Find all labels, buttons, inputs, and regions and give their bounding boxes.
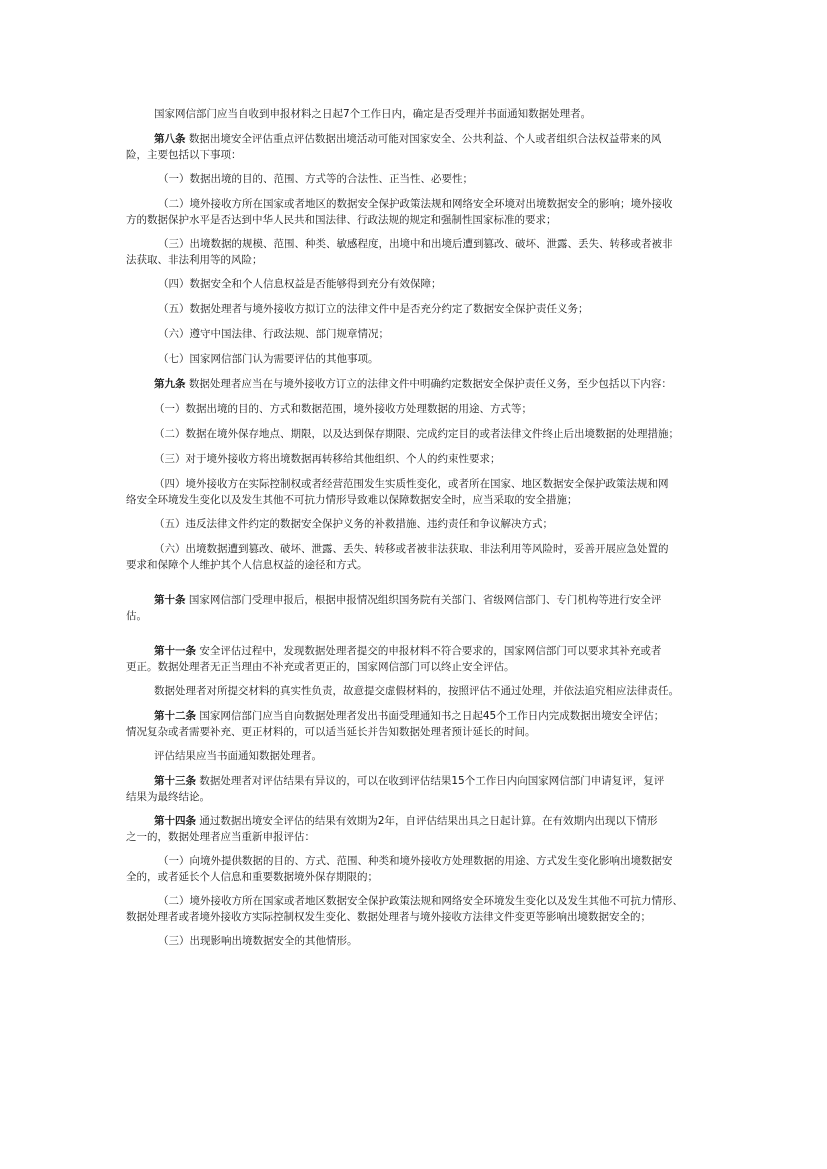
text-line [126,196,702,212]
text-line [126,451,702,467]
paragraph [126,301,702,317]
article-number: 第十四条 [154,815,196,827]
paragraph [126,236,702,268]
text-line [126,853,702,869]
paragraph [126,171,702,187]
text-line [126,401,702,417]
text-line [126,933,702,949]
line-text: （四）数据安全和个人信息权益是否能够得到充分有效保障； [158,278,442,290]
line-text: 通过数据出境安全评估的结果有效期为2年，自评估结果出具之日起计算。在有效期内出现以下情形 [196,815,658,827]
line-text: （一）向境外提供数据的目的、方式、范围、种类和境外接收方处理数据的用途、方式发生变化影响出境数据安 [158,855,673,867]
line-text: （一）数据出境的目的、范围、方式等的合法性、正当性、必要性； [158,173,473,185]
text-line [126,773,702,789]
text-line [126,276,702,292]
text-line [126,683,702,699]
article-number: 第九条 [154,378,186,390]
article-number: 第十条 [154,594,186,606]
paragraph [126,401,702,417]
article-paragraph [126,131,702,163]
paragraph [126,516,702,532]
article-paragraph [126,773,702,805]
text-line [126,643,702,659]
document-body [126,106,702,958]
text-line [126,789,702,805]
line-text: 国家网信部门应当自收到申报材料之日起7个工作日内，确定是否受理并书面通知数据处理者。 [154,108,592,120]
article-number: 第十三条 [154,775,196,787]
article-paragraph [126,708,702,740]
text-line [126,171,702,187]
line-text: 络安全环境发生变化以及发生其他不可抗力情形导致难以保障数据安全时，应当采取的安全措施； [126,494,578,506]
text-line [126,236,702,252]
text-line [126,301,702,317]
line-text: 数据处理者对评估结果有异议的，可以在收到评估结果15个工作日内向国家网信部门申请复评，复评 [196,775,665,787]
text-line [126,592,702,608]
line-text: （七）国家网信部门认为需要评估的其他事项。 [158,353,379,365]
paragraph [126,476,702,508]
line-text: 结果为最终结论。 [126,791,210,803]
paragraph [126,748,702,764]
text-line [126,147,702,163]
line-text: 国家网信部门应当自向数据处理者发出书面受理通知书之日起45个工作日内完成数据出境安全评估； [196,710,665,722]
text-line [126,869,702,885]
text-line [126,724,702,740]
paragraph [126,326,702,342]
line-text: （三）对于境外接收方将出境数据再转移给其他组织、个人的约束性要求； [154,453,501,465]
line-text: （六）遵守中国法律、行政法规、部门规章情况； [158,328,389,340]
paragraph [126,853,702,885]
text-line [126,557,702,573]
paragraph [126,933,702,949]
line-text: 安全评估过程中，发现数据处理者提交的申报材料不符合要求的，国家网信部门可以要求其补充或者 [196,645,662,657]
article-paragraph [126,376,702,392]
line-text: （五）数据处理者与境外接收方拟订立的法律文件中是否充分约定了数据安全保护责任义务； [158,303,589,315]
paragraph [126,541,702,573]
article-number: 第十二条 [154,710,196,722]
line-text: 评估结果应当书面通知数据处理者。 [154,750,322,762]
line-text: 情况复杂或者需要补充、更正材料的，可以适当延长并告知数据处理者预计延长的时间。 [126,726,536,738]
line-text: 估。 [126,610,147,622]
text-line [126,131,702,147]
article-number: 第十一条 [154,645,196,657]
line-text: （一）数据出境的目的、方式和数据范围，境外接收方处理数据的用途、方式等； [154,403,532,415]
paragraph [126,276,702,292]
paragraph [126,683,702,699]
text-line [126,492,702,508]
text-line [126,708,702,724]
paragraph [126,106,702,122]
line-text: （五）违反法律文件约定的数据安全保护义务的补救措施、违约责任和争议解决方式； [154,518,553,530]
text-line [126,106,702,122]
text-line [126,476,702,492]
line-text: 数据处理者或者境外接收方实际控制权发生变化、数据处理者与境外接收方法律文件变更等影响出境数据安全的； [126,911,651,923]
text-line [126,893,702,909]
text-line [126,376,702,392]
text-line [126,351,702,367]
line-text: 之一的，数据处理者应当重新申报评估： [126,831,315,843]
line-text: （六）出境数据遭到篡改、破坏、泄露、丢失、转移或者被非法获取、非法利用等风险时，妥善开展应急处置的 [154,543,669,555]
line-text: 要求和保障个人维护其个人信息权益的途径和方式。 [126,559,368,571]
paragraph [126,451,702,467]
text-line [126,212,702,228]
paragraph [126,893,702,925]
article-paragraph [126,592,702,624]
text-line [126,516,702,532]
text-line [126,829,702,845]
paragraph [126,351,702,367]
text-line [126,748,702,764]
article-number: 第八条 [154,133,186,145]
text-line [126,426,702,442]
paragraph [126,196,702,228]
text-line [126,909,702,925]
line-text: （三）出现影响出境数据安全的其他情形。 [158,935,358,947]
line-text: 国家网信部门受理申报后，根据申报情况组织国务院有关部门、省级网信部门、专门机构等进行安全评 [185,594,662,606]
line-text: （四）境外接收方在实际控制权或者经营范围发生实质性变化，或者所在国家、地区数据安全保护政策法规和网 [154,478,669,490]
text-line [126,326,702,342]
article-paragraph [126,813,702,845]
line-text: 数据处理者应当在与境外接收方订立的法律文件中明确约定数据安全保护责任义务，至少包括以下内容： [185,378,672,390]
line-text: 更正。数据处理者无正当理由不补充或者更正的，国家网信部门可以终止安全评估。 [126,661,515,673]
article-paragraph [126,643,702,675]
line-text: 数据出境安全评估重点评估数据出境活动可能对国家安全、公共利益、个人或者组织合法权益带来的风 [185,133,662,145]
paragraph [126,426,702,442]
text-line [126,541,702,557]
line-text: （三）出境数据的规模、范围、种类、敏感程度，出境中和出境后遭到篡改、破坏、泄露、丢失、转移或者被非 [158,238,673,250]
line-text: （二）数据在境外保存地点、期限，以及达到保存期限、完成约定目的或者法律文件终止后出境数据的处理措施； [154,428,679,440]
line-text: 方的数据保护水平是否达到中华人民共和国法律、行政法规的规定和强制性国家标准的要求； [126,214,557,226]
line-text: 全的，或者延长个人信息和重要数据境外保存期限的； [126,871,378,883]
line-text: （二）境外接收方所在国家或者地区数据安全保护政策法规和网络安全环境发生变化以及发生其他不可抗力情形、 [158,895,683,907]
line-text: 法获取、非法利用等的风险； [126,254,263,266]
text-line [126,813,702,829]
line-text: 险，主要包括以下事项： [126,149,242,161]
line-text: （二）境外接收方所在国家或者地区的数据安全保护政策法规和网络安全环境对出境数据安全的影响；境外接收 [158,198,673,210]
text-line [126,608,702,624]
text-line [126,659,702,675]
text-line [126,252,702,268]
line-text: 数据处理者对所提交材料的真实性负责，故意提交虚假材料的，按照评估不通过处理，并依法追究相应法律责任。 [154,685,679,697]
